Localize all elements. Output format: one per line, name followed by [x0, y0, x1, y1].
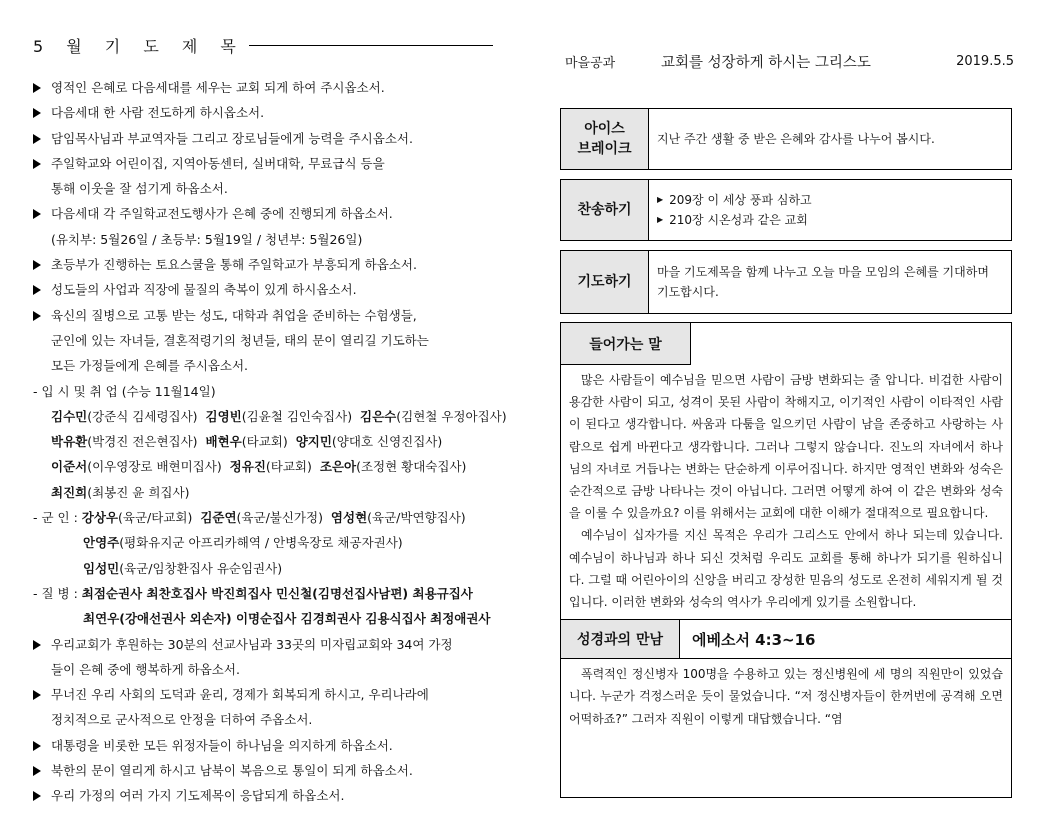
exam-names-row: 김수민(강준식 김세령집사) 김영빈(김윤철 김인숙집사) 김은수(김현철 우정아집사): [51, 408, 507, 424]
prayer-title: 5 월 기 도 제 목: [33, 37, 245, 56]
exam-names-row: 최진희(최봉진 윤 희집사): [51, 484, 190, 500]
triangle-bullet-icon: [33, 766, 41, 776]
list-item: 성도들의 사업과 직장에 물질의 축복이 있게 하시옵소서.: [33, 277, 493, 302]
triangle-bullet-icon: [33, 791, 41, 801]
triangle-bullet-icon: [33, 209, 41, 219]
triangle-bullet-icon: [33, 83, 41, 93]
list-item: 대통령을 비롯한 모든 위정자들이 하나님을 의지하게 하옵소서.: [33, 733, 493, 758]
triangle-bullet-icon: [33, 311, 41, 321]
sick-row: - 질 병 : 최점순권사 최찬호집사 박진희집사 민신철(김명선집사남편) 최용규집사: [33, 585, 473, 601]
list-item-continued: 모든 가정들에게 은혜를 주시옵소서.: [51, 358, 249, 374]
icebreak-label: 아이스 브레이크: [561, 109, 649, 169]
title-divider: [249, 45, 493, 46]
hymn-label: 찬송하기: [561, 180, 649, 240]
triangle-bullet-icon: [33, 640, 41, 650]
list-item: 무너진 우리 사회의 도덕과 윤리, 경제가 회복되게 하시고, 우리나라에: [33, 682, 493, 707]
icebreak-text: 지난 주간 생활 중 받은 은혜와 감사를 나누어 봅시다.: [657, 132, 935, 146]
list-item: 다음세대 한 사람 전도하게 하시옵소서.: [33, 100, 493, 125]
triangle-bullet-icon: [33, 690, 41, 700]
list-item: 초등부가 진행하는 토요스쿨을 통해 주일학교가 부흥되게 하옵소서.: [33, 252, 493, 277]
bible-label: 성경과의 만남: [561, 620, 680, 658]
triangle-bullet-icon: [33, 134, 41, 144]
lesson-title: 교회를 성장하게 하시는 그리스도: [661, 54, 871, 71]
lesson-body-box: [560, 322, 1012, 798]
list-item: 육신의 질병으로 고통 받는 성도, 대학과 취업을 준비하는 수험생들,: [33, 303, 493, 328]
hymn-box: [560, 179, 1012, 241]
triangle-bullet-icon: [33, 260, 41, 270]
prayer-list: [33, 75, 507, 809]
army-row: 임성민(육군/임창환집사 유순임권사): [83, 560, 283, 576]
small-arrow-icon: ▶: [657, 195, 664, 204]
intro-text: 많은 사람들이 예수님을 믿으면 사람이 금방 변화되는 줄 압니다. 비겁한 사람이 용감한 사람이 되고, 성격이 못된 사람이 착해지고, 이기적인 사람이 이타적인 사람이 된다고 생각합니다. 싸움과 다툼을 일으키던 사람이 남을 존중하고 사랑하는 사람으로 쉽게 바뀐다고 생각합니다. 그러나 그렇지 않습니다. 진노의 자녀에서 하나님의 자녀로 거듭나는 변화는 단순하게 이루어집니다. 하지만 영적인 변화와 성숙은 순간적으로 금방 나타나는 것이 아닙니다. 그러면 어떻게 하여 이 같은 변화와 성숙을 이룰 수 있을까요? 이를 위해서는 교회에 대한 이해가 절대적으로 필요합니다. 예수님이 십자가를 지신 목적은 우리가 그리스도 안에서 하나 되는데 있습니다. 예수님이 하나님과 하나 되신 것처럼 우리도 교회를 통해 하나가 되기를 원하십니다. 그럴 때 어린아이의 신앙을 버리고 장성한 믿음의 성도로 온전히 세워지게 될 것입니다. 이러한 변화와 성숙의 역사가 우리에게 있기를 소원합니다.: [569, 373, 1003, 610]
prayer-box: [560, 250, 1012, 314]
bible-header: [561, 619, 1011, 659]
bible-reference: 에베소서 4:3~16: [692, 630, 816, 649]
list-item-continued: 통해 이웃을 잘 섬기게 하옵소서.: [51, 181, 228, 197]
hymn-item: ▶ 209장 이 세상 풍파 심하고: [657, 190, 1003, 210]
list-item: 우리교회가 후원하는 30분의 선교사님과 33곳의 미자립교회와 34여 가정: [33, 632, 493, 657]
army-row: - 군 인 : 강상우(육군/타교회) 김준연(육군/불신가정) 염성현(육군/박연향집사): [33, 510, 466, 526]
list-item: 다음세대 각 주일학교전도행사가 은혜 중에 진행되게 하옵소서.: [33, 201, 493, 226]
exam-names-row: 박유환(박경진 전은현집사) 배현우(타교회) 양지민(양대호 신영진집사): [51, 434, 443, 450]
list-item: 북한의 문이 열리게 하시고 남북이 복음으로 통일이 되게 하옵소서.: [33, 758, 493, 783]
bible-text: 폭력적인 정신병자 100명을 수용하고 있는 정신병원에 세 명의 직원만이 있었습니다. 누군가 걱정스러운 듯이 물었습니다. “저 정신병자들이 한꺼번에 공격해 오면 어떡하죠?” 그러자 직원이 이렇게 대답했습니다. “염: [569, 667, 1003, 726]
list-item: 영적인 은혜로 다음세대를 세우는 교회 되게 하여 주시옵소서.: [33, 75, 493, 100]
hymn-list: [649, 180, 1011, 240]
army-row: 안영주(평화유지군 아프리카해역 / 안병욱장로 채공자권사): [83, 535, 403, 551]
list-item-continued: (유치부: 5월26일 / 초등부: 5월19일 / 청년부: 5월26일): [51, 231, 363, 247]
list-item-continued: 군인에 있는 자녀들, 결혼적령기의 청년들, 태의 문이 열리길 기도하는: [51, 332, 429, 348]
triangle-bullet-icon: [33, 108, 41, 118]
list-item-continued: 들이 은혜 중에 행복하게 하옵소서.: [51, 661, 240, 677]
prayer-list-column: [33, 34, 507, 809]
intro-label: 들어가는 말: [561, 323, 691, 365]
hymn-item: ▶ 210장 시온성과 같은 교회: [657, 210, 1003, 230]
list-item: 우리 가정의 여러 가지 기도제목이 응답되게 하옵소서.: [33, 783, 493, 808]
list-item: 주일학교와 어린이집, 지역아동센터, 실버대학, 무료급식 등을: [33, 151, 493, 176]
lesson-column: [560, 50, 1014, 726]
triangle-bullet-icon: [33, 159, 41, 169]
small-arrow-icon: ▶: [657, 215, 664, 224]
prayer-label: 기도하기: [561, 251, 649, 313]
list-item: 담임목사님과 부교역자들 그리고 장로님들에게 능력을 주시옵소서.: [33, 126, 493, 151]
section-label: 마을공과: [565, 55, 616, 71]
intro-header: [561, 323, 1011, 365]
triangle-bullet-icon: [33, 285, 41, 295]
prayer-title-row: [33, 34, 493, 57]
sick-row: 최연우(강애선권사 외손자) 이명순집사 김경희권사 김용식집사 최정애권사: [83, 611, 491, 627]
prayer-text: 마을 기도제목을 함께 나누고 오늘 마을 모임의 은혜를 기대하며 기도합시다.: [657, 265, 989, 299]
lesson-date: 2019.5.5: [956, 53, 1014, 69]
list-item-continued: 정치적으로 군사적으로 안정을 더하여 주옵소서.: [51, 712, 313, 728]
triangle-bullet-icon: [33, 741, 41, 751]
exam-heading: - 입 시 및 취 업 (수능 11월14일): [33, 383, 216, 399]
icebreak-box: [560, 108, 1012, 170]
lesson-header: [560, 50, 1014, 72]
exam-names-row: 이준서(이우영장로 배현미집사) 정유진(타교회) 조은아(조정현 황대숙집사): [51, 459, 467, 475]
